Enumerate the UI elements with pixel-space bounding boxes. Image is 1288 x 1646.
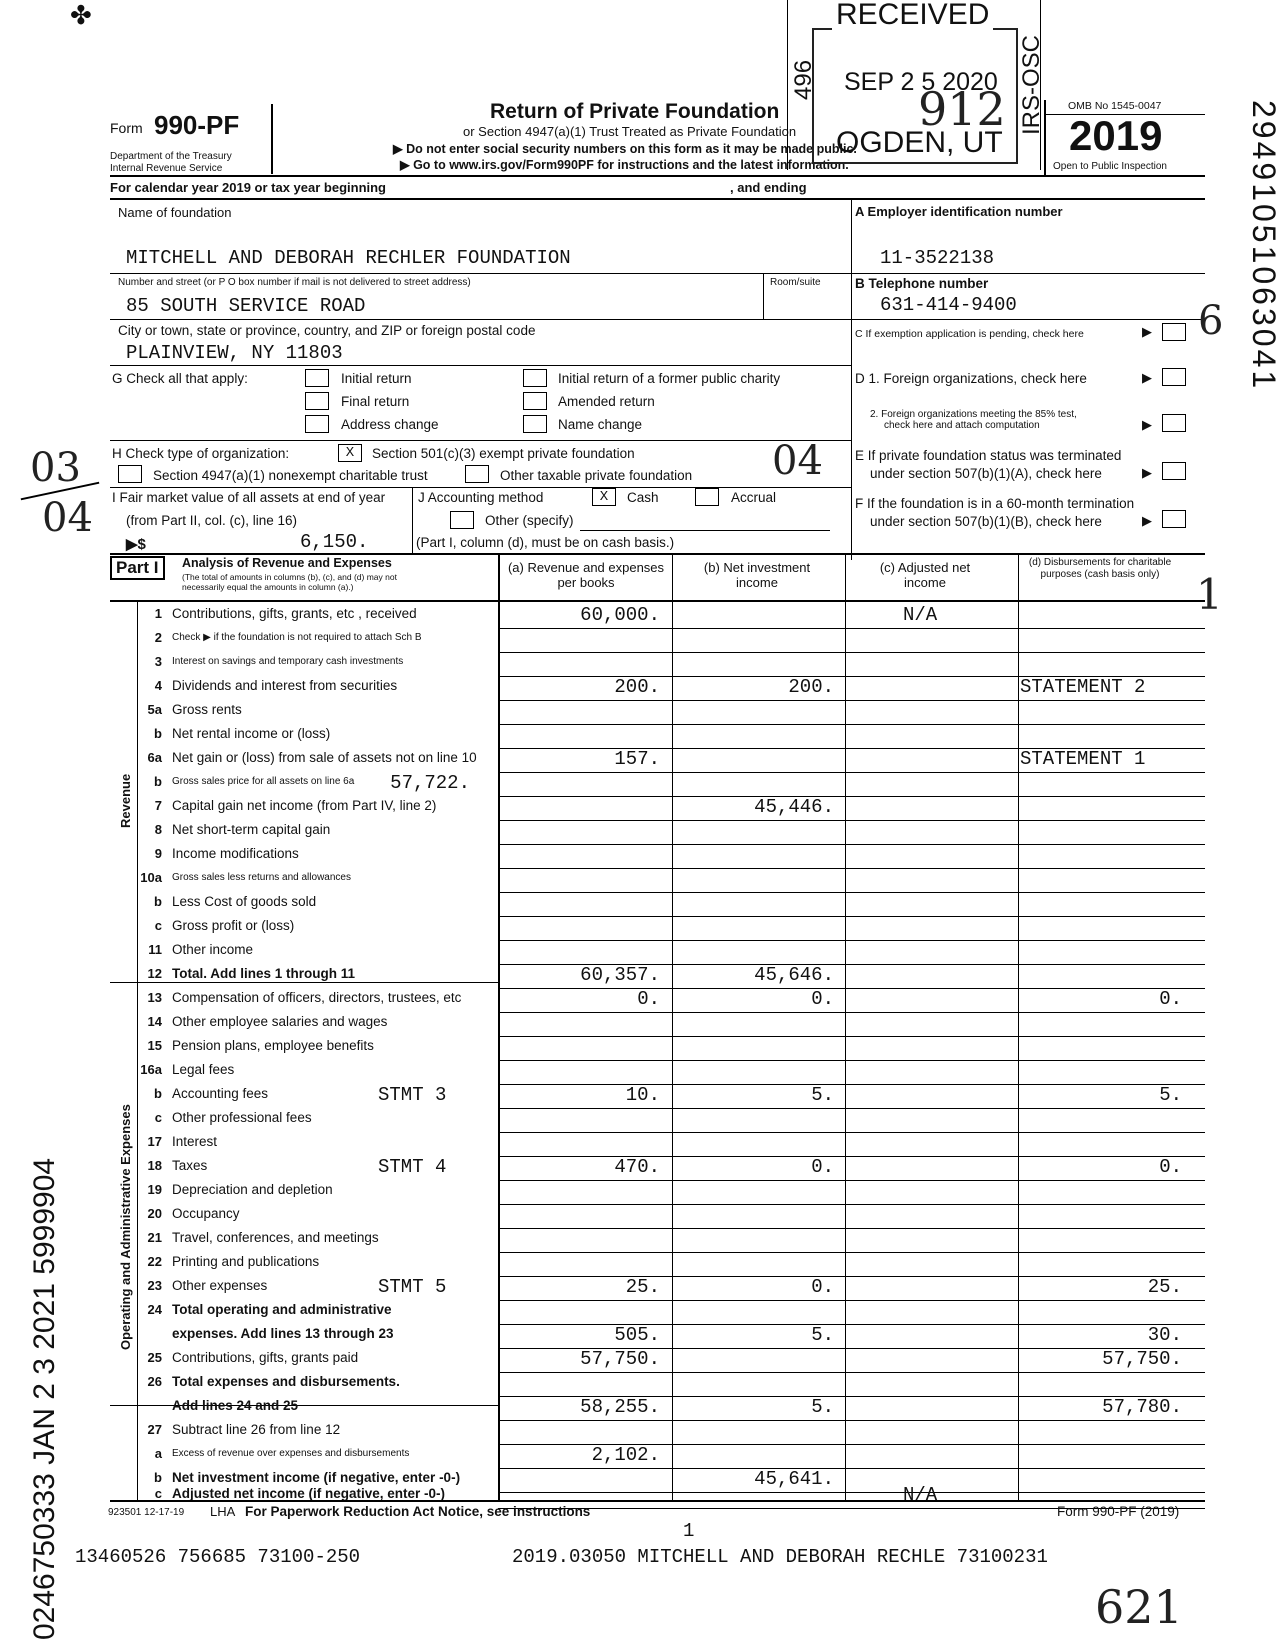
footer-notice: For Paperwork Reduction Act Notice, see instructions <box>245 1504 591 1519</box>
line-label: Accounting fees <box>172 1086 269 1101</box>
handwritten-04-middle: 04 <box>772 438 823 484</box>
amount-col-d[interactable]: STATEMENT 1 <box>1020 748 1146 770</box>
line-number: b <box>154 1470 162 1485</box>
line-number: 8 <box>154 822 162 837</box>
amount-col-d[interactable]: 5. <box>1159 1084 1182 1106</box>
amount-col-b[interactable]: 200. <box>788 676 834 698</box>
row-divider <box>498 724 1205 725</box>
cash-basis-note: (Part I, column (d), must be on cash basis.) <box>416 535 675 550</box>
address-change-label: Address change <box>341 417 439 432</box>
statement-ref: STMT 5 <box>378 1276 447 1298</box>
line-label: Capital gain net income (from Part IV, line 2) <box>172 798 437 813</box>
line-label: Gross sales price for all assets on line 6a <box>172 776 355 787</box>
amount-col-b[interactable]: 5. <box>811 1396 834 1418</box>
line-label: Excess of revenue over expenses and disbursements <box>172 1448 410 1459</box>
amount-col-a[interactable]: 60,000. <box>580 604 660 626</box>
left-vertical-stamp: 0246750333 JAN 2 3 2021 5999904 <box>28 1157 61 1640</box>
d1-checkbox[interactable] <box>1162 368 1186 386</box>
amount-col-a[interactable]: 470. <box>614 1156 660 1178</box>
line-number: 20 <box>147 1206 162 1221</box>
exemption-pending-label: C If exemption application is pending, check here <box>855 328 1084 340</box>
arrow-f: ▶ <box>1142 513 1152 528</box>
line-label: Gross profit or (loss) <box>172 918 295 933</box>
amended-return-label: Amended return <box>558 394 655 409</box>
check-type-label: H Check type of organization: <box>112 446 290 461</box>
line-number: 18 <box>147 1158 162 1173</box>
form-title: Return of Private Foundation <box>490 100 780 123</box>
line-number: 25 <box>147 1350 162 1365</box>
row-divider <box>498 844 1205 845</box>
statement-ref: STMT 4 <box>378 1156 447 1178</box>
ssn-warning: ▶ Do not enter social security numbers on this form as it may be made public. <box>393 142 857 156</box>
fmv-arrow: ▶$ <box>126 536 146 553</box>
line-number: 13 <box>147 990 162 1005</box>
line-number: 9 <box>154 846 162 861</box>
row-divider <box>498 1012 1205 1013</box>
initial-return-checkbox[interactable] <box>305 369 329 387</box>
4947-label: Section 4947(a)(1) nonexempt charitable trust <box>153 468 428 483</box>
e-label-2: under section 507(b)(1)(A), check here <box>870 466 1102 481</box>
row-divider <box>498 652 1205 653</box>
line-number: b <box>154 894 162 909</box>
stamp-city: OGDEN, UT <box>836 126 1003 159</box>
amount-col-a[interactable]: 2,102. <box>591 1444 660 1466</box>
statement-ref: STMT 3 <box>378 1084 447 1106</box>
row-divider <box>498 1060 1205 1061</box>
line-number: b <box>154 1086 162 1101</box>
line-label: Contributions, gifts, grants paid <box>172 1350 359 1365</box>
cash-checkbox[interactable]: X <box>592 488 616 506</box>
line-number: c <box>154 918 162 933</box>
amount-col-d[interactable]: 25. <box>1147 1276 1182 1298</box>
line-number: 6a <box>147 750 162 765</box>
line-label: Legal fees <box>172 1062 235 1077</box>
street-address: 85 SOUTH SERVICE ROAD <box>126 295 366 317</box>
fmv-label-2: (from Part II, col. (c), line 16) <box>126 513 298 528</box>
line-label: Net rental income or (loss) <box>172 726 331 741</box>
arrow-d2: ▶ <box>1142 417 1152 432</box>
row-divider <box>498 1204 1205 1205</box>
line-number: 10a <box>140 870 162 885</box>
row-divider <box>498 700 1205 701</box>
line-number: 3 <box>154 654 162 669</box>
line-number: 27 <box>147 1422 162 1437</box>
row-divider <box>498 1228 1205 1229</box>
amount-col-c[interactable]: N/A <box>903 604 938 626</box>
amount-col-a[interactable]: 10. <box>625 1084 660 1106</box>
cash-label: Cash <box>627 490 659 505</box>
line-label: Taxes <box>172 1158 208 1173</box>
line-label: Travel, conferences, and meetings <box>172 1230 379 1245</box>
handwritten-top-mark: ✤ <box>70 0 92 30</box>
omb-number: OMB No 1545-0047 <box>1068 100 1162 112</box>
accounting-method-label: J Accounting method <box>418 490 544 505</box>
line-number: b <box>154 726 162 741</box>
check-all-label: G Check all that apply: <box>112 371 248 386</box>
stamp-received: RECEIVED <box>832 0 993 32</box>
row-divider <box>498 1300 1205 1301</box>
line-label: Subtract line 26 from line 12 <box>172 1422 341 1437</box>
line-label: Less Cost of goods sold <box>172 894 317 909</box>
row-divider <box>498 1372 1205 1373</box>
col-c-header: (c) Adjusted net income <box>879 560 971 590</box>
amount-col-d[interactable]: 57,750. <box>1102 1348 1182 1370</box>
line-number: 12 <box>147 966 162 981</box>
f-label-1: F If the foundation is in a 60-month termination <box>855 496 1135 511</box>
line-label: expenses. Add lines 13 through 23 <box>172 1326 394 1341</box>
amount-col-a[interactable]: 58,255. <box>580 1396 660 1418</box>
side-label-revenue: Revenue <box>118 773 133 828</box>
line-label: Pension plans, employee benefits <box>172 1038 374 1053</box>
row-divider <box>498 940 1205 941</box>
row-divider <box>498 796 1205 797</box>
handwritten-1: 1 <box>1196 570 1223 619</box>
amount-col-a[interactable]: 25. <box>625 1276 660 1298</box>
line-number: c <box>154 1110 162 1125</box>
amount-col-d[interactable]: 57,780. <box>1102 1396 1182 1418</box>
city-label: City or town, state or province, country, and ZIP or foreign postal code <box>118 323 536 338</box>
line-number: 16a <box>140 1062 162 1077</box>
ein-value: 11-3522138 <box>880 247 995 269</box>
footer-code: 923501 12-17-19 <box>108 1507 185 1518</box>
501c3-label: Section 501(c)(3) exempt private foundation <box>372 446 635 461</box>
line-label: Gross sales less returns and allowances <box>172 872 351 883</box>
line-label: Dividends and interest from securities <box>172 678 398 693</box>
street-label: Number and street (or P O box number if mail is not delivered to street address) <box>118 277 471 288</box>
line-number: 2 <box>154 630 162 645</box>
row-divider <box>498 1420 1205 1421</box>
line-label: Occupancy <box>172 1206 240 1221</box>
amount-col-d[interactable]: STATEMENT 2 <box>1020 676 1146 698</box>
line-label: Depreciation and depletion <box>172 1182 333 1197</box>
telephone-label: B Telephone number <box>855 276 989 291</box>
part1-tag: Part I <box>110 556 165 580</box>
row-divider <box>498 1492 1205 1493</box>
other-taxable-checkbox[interactable] <box>465 465 489 483</box>
f-label-2: under section 507(b)(1)(B), check here <box>870 514 1102 529</box>
line-number: b <box>154 774 162 789</box>
stamp-side-496: 496 <box>790 59 817 100</box>
col-b-header: (b) Net investment income <box>703 560 811 590</box>
line-number: 1 <box>154 606 162 621</box>
final-return-label: Final return <box>341 394 410 409</box>
d1-label: D 1. Foreign organizations, check here <box>855 371 1087 386</box>
e-label-1: E If private foundation status was terminated <box>855 448 1122 463</box>
stamp-date: SEP 2 5 2020 <box>844 68 998 96</box>
bottom-right-code: 2019.03050 MITCHELL AND DEBORAH RECHLE 73100231 <box>512 1546 1048 1568</box>
and-ending-label: , and ending <box>730 180 807 195</box>
bottom-left-code: 13460526 756685 73100-250 <box>75 1546 361 1568</box>
line-label: Total operating and administrative <box>172 1302 392 1317</box>
fmv-value: 6,150. <box>300 531 369 553</box>
open-to-public: Open to Public Inspection <box>1053 161 1167 172</box>
row-divider <box>498 1468 1205 1469</box>
line-label: Check ▶ if the foundation is not required to attach Sch B <box>172 632 422 643</box>
line-number: 23 <box>147 1278 162 1293</box>
foundation-name: MITCHELL AND DEBORAH RECHLER FOUNDATION <box>126 247 571 269</box>
f-checkbox[interactable] <box>1162 510 1186 528</box>
calendar-year-label: For calendar year 2019 or tax year beginning <box>110 180 387 195</box>
ein-label: A Employer identification number <box>855 204 1063 219</box>
row-divider <box>498 916 1205 917</box>
line-label: Interest <box>172 1134 218 1149</box>
row-divider <box>498 820 1205 821</box>
line-label: Contributions, gifts, grants, etc , received <box>172 606 417 621</box>
row-divider <box>498 1252 1205 1253</box>
amount-col-c[interactable]: N/A <box>903 1484 938 1506</box>
line-label: Add lines 24 and 25 <box>172 1398 299 1413</box>
d2-label-b: check here and attach computation <box>884 420 1040 431</box>
page-number: 1 <box>683 1520 695 1542</box>
other-method-label: Other (specify) <box>485 513 574 528</box>
side-label-expenses: Operating and Administrative Expenses <box>118 1104 133 1350</box>
line-label: Interest on savings and temporary cash investments <box>172 656 404 667</box>
line-number: 24 <box>147 1302 162 1317</box>
accrual-checkbox[interactable] <box>695 488 719 506</box>
form-number: 990-PF <box>154 110 240 140</box>
name-change-label: Name change <box>558 417 643 432</box>
handwritten-621: 621 <box>1095 1580 1183 1634</box>
amount-col-d[interactable]: 0. <box>1159 1156 1182 1178</box>
handwritten-6: 6 <box>1198 298 1224 344</box>
final-return-checkbox[interactable] <box>305 392 329 410</box>
amount-col-a[interactable]: 57,750. <box>580 1348 660 1370</box>
line-label: Compensation of officers, directors, trustees, etc <box>172 990 462 1005</box>
city-state-zip: PLAINVIEW, NY 11803 <box>126 342 343 364</box>
part1-desc-2: necessarily equal the amounts in column (a).) <box>182 582 354 592</box>
line-number: 22 <box>147 1254 162 1269</box>
4947-checkbox[interactable] <box>118 465 142 483</box>
d2-checkbox[interactable] <box>1162 414 1186 432</box>
line-number: a <box>154 1446 162 1461</box>
line-label: Income modifications <box>172 846 299 861</box>
amount-col-a[interactable]: 0. <box>637 988 660 1010</box>
line-label: Other expenses <box>172 1278 268 1293</box>
col-d-header: (d) Disbursements for charitable purposes (cash basis only) <box>1028 557 1172 580</box>
line-number: 5a <box>147 702 162 717</box>
exemption-pending-checkbox[interactable] <box>1162 323 1186 341</box>
line-label: Net investment income (if negative, enter -0-) <box>172 1470 461 1485</box>
row-divider <box>498 1132 1205 1133</box>
line-number: 15 <box>147 1038 162 1053</box>
other-method-checkbox[interactable] <box>450 511 474 529</box>
room-suite-label: Room/suite <box>770 277 821 288</box>
line-label: Total. Add lines 1 through 11 <box>172 966 356 981</box>
col-a-header: (a) Revenue and expenses per books <box>507 560 665 590</box>
row-divider <box>498 1036 1205 1037</box>
accrual-label: Accrual <box>731 490 777 505</box>
amount-col-d[interactable]: 0. <box>1159 988 1182 1010</box>
501c3-checkbox[interactable]: X <box>338 444 362 462</box>
other-taxable-label: Other taxable private foundation <box>500 468 693 483</box>
line-number: 7 <box>154 798 162 813</box>
line-number: 4 <box>154 678 162 693</box>
arrow-d1: ▶ <box>1142 370 1152 385</box>
arrow-c: ▶ <box>1142 324 1152 339</box>
line-label: Total expenses and disbursements. <box>172 1374 400 1389</box>
telephone-value: 631-414-9400 <box>880 294 1017 316</box>
line-number: 19 <box>147 1182 162 1197</box>
amount-col-b[interactable]: 45,641. <box>754 1468 834 1490</box>
line-number: 17 <box>147 1134 162 1149</box>
row-divider <box>498 868 1205 869</box>
initial-former-checkbox[interactable] <box>523 369 547 387</box>
line-label: Net short-term capital gain <box>172 822 331 837</box>
amount-col-b[interactable]: 0. <box>811 1156 834 1178</box>
amount-col-a[interactable]: 200. <box>614 676 660 698</box>
line-label: Other professional fees <box>172 1110 312 1125</box>
form-word: Form <box>110 120 143 136</box>
tax-year: 2019 <box>1069 112 1163 159</box>
row-divider <box>498 1108 1205 1109</box>
amount-col-a[interactable]: 60,357. <box>580 964 660 986</box>
amount-col-b[interactable]: 0. <box>811 988 834 1010</box>
right-vertical-dln: 29491051063041 <box>1246 100 1282 392</box>
irs-link-note: ▶ Go to www.irs.gov/Form990PF for instructions and the latest information. <box>400 158 849 172</box>
handwritten-912: 912 <box>918 82 1006 136</box>
stamp-side-irs-osc: IRS-OSC <box>1018 34 1045 135</box>
handwritten-03: 03 <box>30 445 81 491</box>
amount-col-b[interactable]: 45,446. <box>754 796 834 818</box>
line-number: 26 <box>147 1374 162 1389</box>
amended-return-checkbox[interactable] <box>523 392 547 410</box>
line-label: Other income <box>172 942 254 957</box>
footer-lha: LHA <box>210 1504 236 1519</box>
line-label: Net gain or (loss) from sale of assets not on line 10 <box>172 750 477 765</box>
arrow-e: ▶ <box>1142 465 1152 480</box>
footer-form-ref: Form 990-PF (2019) <box>1057 1504 1180 1519</box>
handwritten-04: 04 <box>42 495 93 541</box>
name-change-checkbox[interactable] <box>523 415 547 433</box>
line-number: c <box>154 1486 162 1501</box>
initial-former-label: Initial return of a former public charity <box>558 371 781 386</box>
amount-col-d[interactable]: 30. <box>1147 1324 1182 1346</box>
row-divider <box>498 628 1205 629</box>
part1-desc-1: (The total of amounts in columns (b), (c), and (d) may not <box>182 572 397 582</box>
amount-col-a[interactable]: 505. <box>614 1324 660 1346</box>
form-subtitle: or Section 4947(a)(1) Trust Treated as Private Foundation <box>463 124 797 139</box>
address-change-checkbox[interactable] <box>305 415 329 433</box>
line-number: 11 <box>148 942 162 957</box>
initial-return-label: Initial return <box>341 371 412 386</box>
amount-col-b[interactable]: 5. <box>811 1324 834 1346</box>
dept-treasury: Department of the Treasury <box>110 151 232 162</box>
amount-col-b[interactable]: 45,646. <box>754 964 834 986</box>
row-divider <box>498 1180 1205 1181</box>
dept-irs: Internal Revenue Service <box>110 163 223 174</box>
d2-label-a: 2. Foreign organizations meeting the 85% test, <box>870 409 1077 420</box>
e-checkbox[interactable] <box>1162 462 1186 480</box>
line-number: 14 <box>147 1014 162 1029</box>
name-of-foundation-label: Name of foundation <box>118 205 232 220</box>
line-number: 21 <box>147 1230 162 1245</box>
line-label: Printing and publications <box>172 1254 320 1269</box>
line-label: Adjusted net income (if negative, enter -0-) <box>172 1486 446 1501</box>
part1-title: Analysis of Revenue and Expenses <box>182 556 392 570</box>
amount-col-b[interactable]: 0. <box>811 1276 834 1298</box>
line-label: Gross rents <box>172 702 242 717</box>
amount-col-b[interactable]: 5. <box>811 1084 834 1106</box>
row-divider <box>498 772 1205 773</box>
inline-amount: 57,722. <box>390 772 470 794</box>
amount-col-a[interactable]: 157. <box>614 748 660 770</box>
line-label: Other employee salaries and wages <box>172 1014 388 1029</box>
row-divider <box>498 892 1205 893</box>
fmv-label-1: I Fair market value of all assets at end of year <box>112 490 386 505</box>
